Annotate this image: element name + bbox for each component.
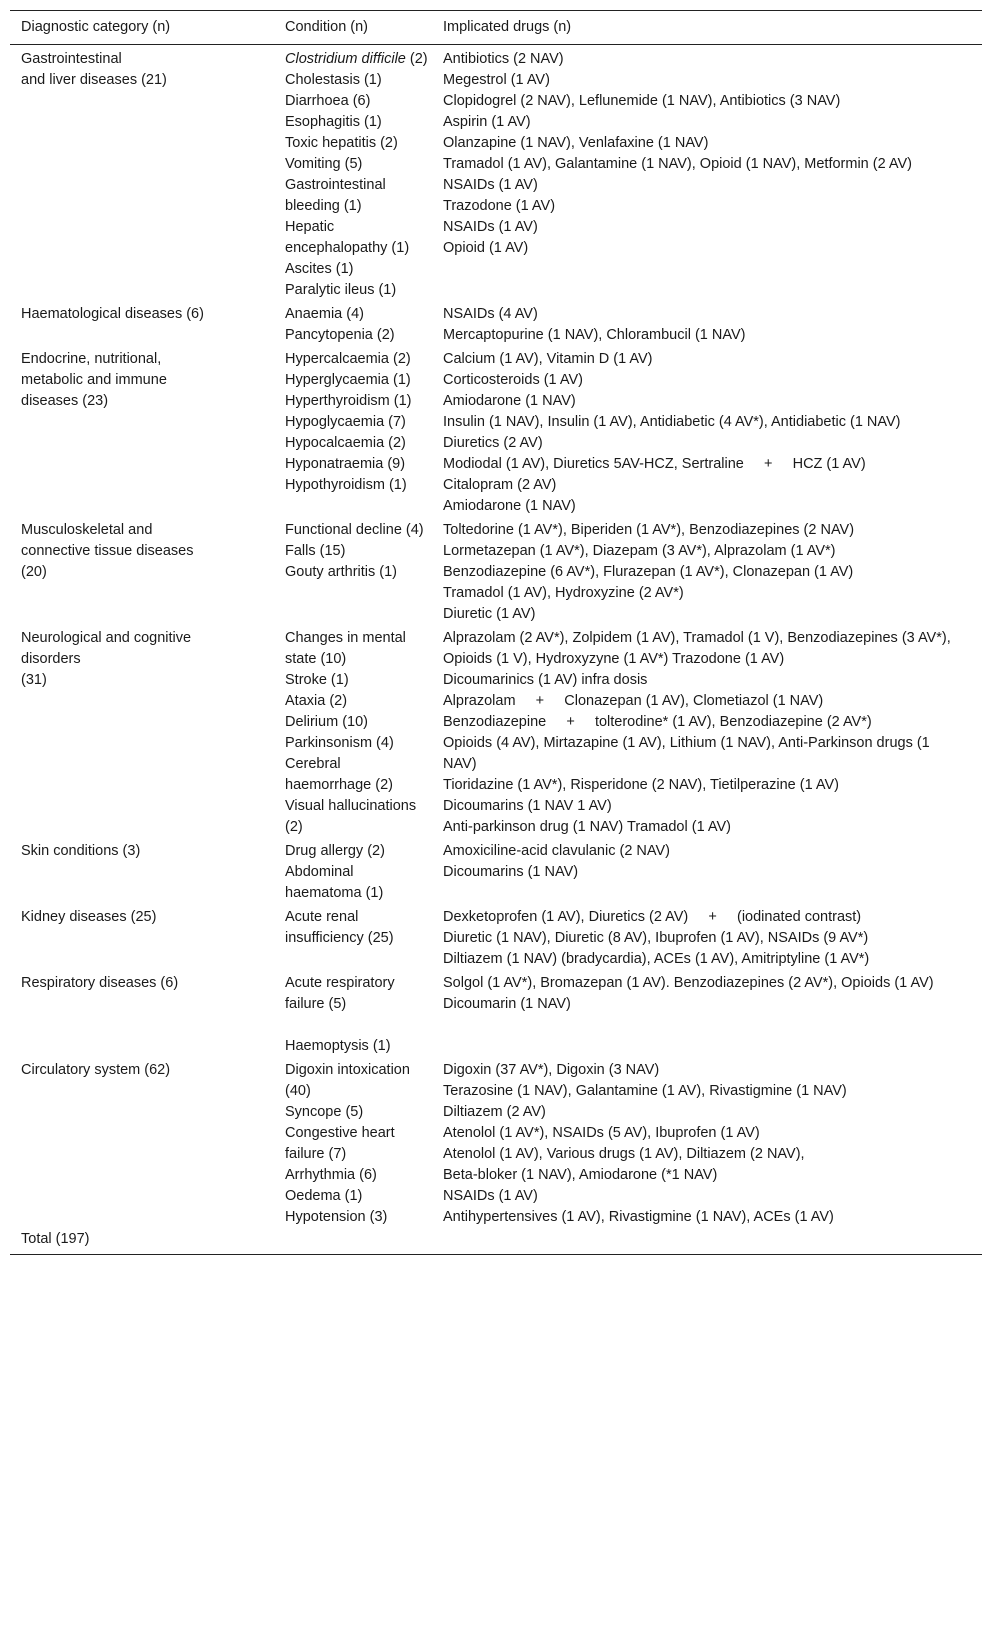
drug-entry: Beta-bloker (1 NAV), Amiodarone (*1 NAV): [443, 1167, 718, 1183]
condition-cell: [274, 347, 432, 518]
condition-item: Functional decline (4): [285, 522, 424, 538]
drug-entry: Megestrol (1 AV): [443, 72, 550, 88]
condition-item: Hyponatraemia (9): [285, 456, 406, 472]
drug-entry: Opioids (4 AV), Mirtazapine (1 AV), Lithium (1 NAV), Anti-Parkinson drugs (1 NAV): [443, 735, 930, 772]
category-line: and liver diseases (21): [21, 72, 167, 88]
condition-cell: [274, 971, 432, 1058]
condition-item: Hyperglycaemia (1): [285, 372, 411, 388]
diagnostic-category-cell: [10, 518, 274, 626]
table-container: [10, 10, 982, 1255]
diagnostic-category-cell: [10, 302, 274, 347]
condition-item: Hypothyroidism (1): [285, 477, 407, 493]
condition-item: Parkinsonism (4): [285, 735, 394, 751]
drug-entry: Opioid (1 AV): [443, 240, 529, 256]
category-line: Circulatory system (62): [21, 1062, 171, 1078]
drug-entry: Modiodal (1 AV), Diuretics 5AV-HCZ, Sertraline + HCZ (1 AV): [443, 456, 866, 472]
drug-entry: Diltiazem (2 AV): [443, 1104, 546, 1120]
category-line: Musculoskeletal and: [21, 522, 153, 538]
condition-item: [285, 1015, 428, 1036]
condition-item: Anaemia (4): [285, 306, 364, 322]
adverse-drug-reaction-table: [10, 10, 982, 1255]
table-row: [10, 518, 982, 626]
condition-item: Esophagitis (1): [285, 114, 382, 130]
drug-entry: Solgol (1 AV*), Bromazepan (1 AV). Benzodiazepines (2 AV*), Opioids (1 AV): [443, 975, 934, 991]
drug-entry: NSAIDs (1 AV): [443, 1188, 538, 1204]
table-row: [10, 626, 982, 839]
category-line: diseases (23): [21, 393, 109, 409]
condition-item: Changes in mental state (10): [285, 630, 406, 667]
condition-item: Oedema (1): [285, 1188, 363, 1204]
drug-entry: Benzodiazepine (6 AV*), Flurazepan (1 AV*), Clonazepan (1 AV): [443, 564, 854, 580]
condition-cell: [274, 905, 432, 971]
category-line: Endocrine, nutritional,: [21, 351, 162, 367]
implicated-drugs-cell: [432, 839, 982, 905]
condition-item: Falls (15): [285, 543, 346, 559]
condition-cell: [274, 302, 432, 347]
condition-count: (2): [405, 51, 428, 67]
drug-entry: Antihypertensives (1 AV), Rivastigmine (1 NAV), ACEs (1 AV): [443, 1209, 834, 1225]
header-implicated-drugs: Implicated drugs (n): [443, 19, 572, 35]
implicated-drugs-cell: [432, 626, 982, 839]
table-row: [10, 839, 982, 905]
condition-item: Acute renal insufficiency (25): [285, 909, 394, 946]
condition-item: Cerebral haemorrhage (2): [285, 756, 393, 793]
condition-item: Gouty arthritis (1): [285, 564, 397, 580]
condition-item: Hypotension (3): [285, 1209, 388, 1225]
implicated-drugs-cell: [432, 302, 982, 347]
diagnostic-category-cell: [10, 971, 274, 1058]
drug-entry: Diuretics (2 AV): [443, 435, 543, 451]
category-line: connective tissue diseases: [21, 543, 194, 559]
drug-entry: Amiodarone (1 NAV): [443, 498, 576, 514]
category-line: Kidney diseases (25): [21, 909, 157, 925]
implicated-drugs-cell: [432, 347, 982, 518]
drug-entry: Dicoumarinics (1 AV) infra dosis: [443, 672, 648, 688]
header-condition: Condition (n): [285, 19, 369, 35]
condition-item: Hypocalcaemia (2): [285, 435, 406, 451]
drug-entry: Terazosine (1 NAV), Galantamine (1 AV), Rivastigmine (1 NAV): [443, 1083, 847, 1099]
drug-entry: Diltiazem (1 NAV) (bradycardia), ACEs (1 AV), Amitriptyline (1 AV*): [443, 951, 870, 967]
table-row: [10, 347, 982, 518]
drug-entry: NSAIDs (1 AV): [443, 219, 538, 235]
drug-entry: Digoxin (37 AV*), Digoxin (3 NAV): [443, 1062, 660, 1078]
table-row: [10, 1058, 982, 1229]
drug-entry: Calcium (1 AV), Vitamin D (1 AV): [443, 351, 653, 367]
condition-item: Visual hallucinations (2): [285, 798, 417, 835]
condition-item: Ascites (1): [285, 261, 354, 277]
diagnostic-category-cell: [10, 839, 274, 905]
diagnostic-category-cell: [10, 626, 274, 839]
category-line: (31): [21, 672, 47, 688]
condition-cell: [274, 1058, 432, 1229]
drug-entry: Insulin (1 NAV), Insulin (1 AV), Antidiabetic (4 AV*), Antidiabetic (1 NAV): [443, 414, 901, 430]
condition-item: Toxic hepatitis (2): [285, 135, 398, 151]
condition-item: Ataxia (2): [285, 693, 348, 709]
header-diagnostic-category: Diagnostic category (n): [21, 19, 171, 35]
total-cell: Total (197): [21, 1231, 90, 1247]
condition-item: Gastrointestinal bleeding (1): [285, 177, 386, 214]
drug-entry: Dicoumarins (1 NAV): [443, 864, 579, 880]
drug-entry: Dexketoprofen (1 AV), Diuretics (2 AV) + (iodinated contrast): [443, 909, 862, 925]
drug-entry: Anti-parkinson drug (1 NAV) Tramadol (1 AV): [443, 819, 731, 835]
diagnostic-category-cell: [10, 347, 274, 518]
condition-item: Paralytic ileus (1): [285, 282, 397, 298]
table-row: [10, 302, 982, 347]
drug-entry: Dicoumarins (1 NAV 1 AV): [443, 798, 612, 814]
implicated-drugs-cell: [432, 971, 982, 1058]
category-line: Skin conditions (3): [21, 843, 141, 859]
table-row: [10, 45, 982, 303]
condition-cell: [274, 518, 432, 626]
condition-cell: [274, 839, 432, 905]
condition-item: Delirium (10): [285, 714, 368, 730]
drug-entry: Benzodiazepine + tolterodine* (1 AV), Benzodiazepine (2 AV*): [443, 714, 872, 730]
drug-entry: Citalopram (2 AV): [443, 477, 557, 493]
condition-item: Congestive heart failure (7): [285, 1125, 395, 1162]
category-line: Respiratory diseases (6): [21, 975, 179, 991]
implicated-drugs-cell: [432, 1058, 982, 1229]
drug-entry: Antibiotics (2 NAV): [443, 51, 564, 67]
condition-item: Abdominal haematoma (1): [285, 864, 384, 901]
condition-organism-name: Clostridium difficile: [285, 51, 406, 67]
diagnostic-category-cell: [10, 1058, 274, 1229]
condition-item: Arrhythmia (6): [285, 1167, 377, 1183]
drug-entry: Clopidogrel (2 NAV), Leflunemide (1 NAV), Antibiotics (3 NAV): [443, 93, 841, 109]
condition-item: Hyperthyroidism (1): [285, 393, 412, 409]
condition-item: Digoxin intoxication (40): [285, 1062, 410, 1099]
drug-entry: Amoxiciline-acid clavulanic (2 NAV): [443, 843, 670, 859]
total-row: [10, 1229, 982, 1255]
drug-entry: Olanzapine (1 NAV), Venlafaxine (1 NAV): [443, 135, 709, 151]
drug-entry: Alprazolam (2 AV*), Zolpidem (1 AV), Tramadol (1 V), Benzodiazepines (3 AV*), Opioids (1 V), Hydroxyzyne (1 AV*) Trazodone (1 AV): [443, 630, 951, 667]
drug-entry: NSAIDs (4 AV): [443, 306, 538, 322]
drug-entry: Corticosteroids (1 AV): [443, 372, 583, 388]
header-row: [10, 11, 982, 45]
condition-item: Hepatic encephalopathy (1): [285, 219, 410, 256]
empty-cell: [432, 1229, 982, 1255]
drug-entry: Atenolol (1 AV), Various drugs (1 AV), Diltiazem (2 NAV),: [443, 1146, 805, 1162]
implicated-drugs-cell: [432, 45, 982, 303]
category-line: metabolic and immune: [21, 372, 167, 388]
condition-item: Hypercalcaemia (2): [285, 351, 411, 367]
table-row: [10, 905, 982, 971]
condition-item: Drug allergy (2): [285, 843, 385, 859]
drug-entry: Dicoumarin (1 NAV): [443, 996, 571, 1012]
drug-entry: NSAIDs (1 AV): [443, 177, 538, 193]
implicated-drugs-cell: [432, 905, 982, 971]
drug-entry: Lormetazepan (1 AV*), Diazepam (3 AV*), Alprazolam (1 AV*): [443, 543, 836, 559]
drug-entry: Tioridazine (1 AV*), Risperidone (2 NAV), Tietilperazine (1 AV): [443, 777, 839, 793]
implicated-drugs-cell: [432, 518, 982, 626]
category-line: Haematological diseases (6): [21, 306, 204, 322]
drug-entry: Atenolol (1 AV*), NSAIDs (5 AV), Ibuprofen (1 AV): [443, 1125, 760, 1141]
category-line: Neurological and cognitive: [21, 630, 192, 646]
empty-cell: [274, 1229, 432, 1255]
drug-entry: Aspirin (1 AV): [443, 114, 531, 130]
drug-entry: Trazodone (1 AV): [443, 198, 556, 214]
condition-item: Diarrhoea (6): [285, 93, 371, 109]
condition-item: Stroke (1): [285, 672, 349, 688]
drug-entry: Alprazolam + Clonazepan (1 AV), Clometiazol (1 NAV): [443, 693, 824, 709]
drug-entry: Mercaptopurine (1 NAV), Chlorambucil (1 NAV): [443, 327, 746, 343]
drug-entry: Tramadol (1 AV), Galantamine (1 NAV), Opioid (1 NAV), Metformin (2 AV): [443, 156, 912, 172]
diagnostic-category-cell: [10, 45, 274, 303]
table-body: [10, 45, 982, 1255]
category-line: (20): [21, 564, 47, 580]
condition-item: Acute respiratory failure (5): [285, 975, 395, 1012]
drug-entry: Diuretic (1 NAV), Diuretic (8 AV), Ibuprofen (1 AV), NSAIDs (9 AV*): [443, 930, 869, 946]
condition-item: [285, 49, 428, 70]
drug-entry: Diuretic (1 AV): [443, 606, 536, 622]
condition-item: Vomiting (5): [285, 156, 363, 172]
condition-item: Cholestasis (1): [285, 72, 382, 88]
drug-entry: Amiodarone (1 NAV): [443, 393, 576, 409]
drug-entry: Toltedorine (1 AV*), Biperiden (1 AV*), Benzodiazepines (2 NAV): [443, 522, 855, 538]
category-line: Gastrointestinal: [21, 51, 122, 67]
condition-item: Hypoglycaemia (7): [285, 414, 406, 430]
table-row: [10, 971, 982, 1058]
table-header: [10, 11, 982, 45]
drug-entry: Tramadol (1 AV), Hydroxyzine (2 AV*): [443, 585, 684, 601]
condition-item: Haemoptysis (1): [285, 1038, 391, 1054]
diagnostic-category-cell: [10, 905, 274, 971]
condition-cell: [274, 45, 432, 303]
category-line: disorders: [21, 651, 81, 667]
condition-item: Syncope (5): [285, 1104, 364, 1120]
condition-item: Pancytopenia (2): [285, 327, 395, 343]
condition-cell: [274, 626, 432, 839]
